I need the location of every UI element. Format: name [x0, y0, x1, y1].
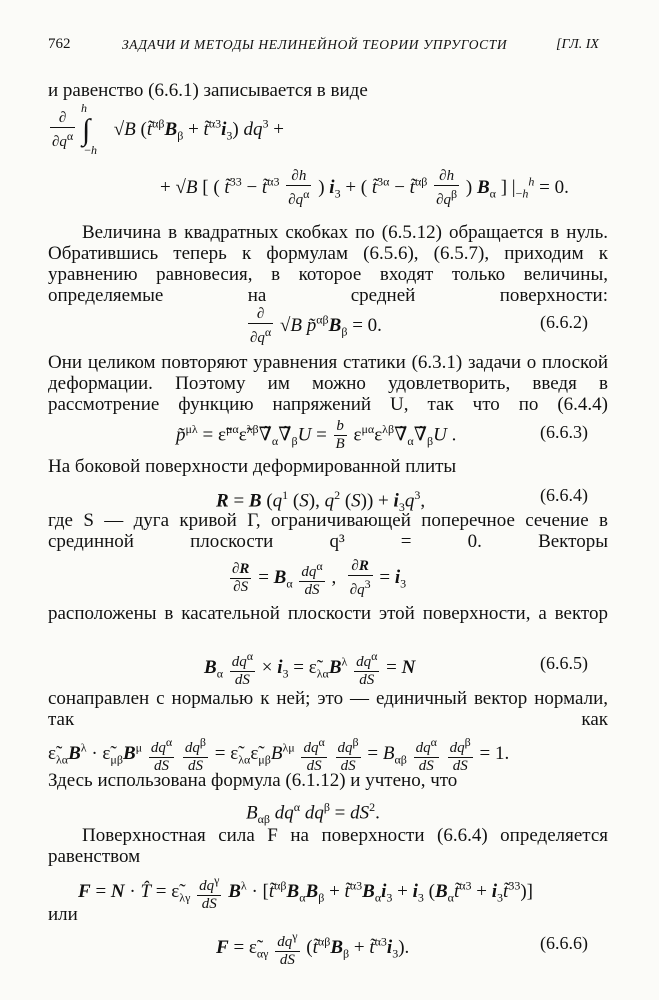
paragraph-1: и равенство (6.6.1) записывается в виде — [48, 80, 368, 101]
equation-number-6-6-6: (6.6.6) — [540, 933, 588, 953]
equation-surface-force: F = N · T̂ = $\varepsiloñ_{\lambda\gamma}$ $\frac{dq^\gamma}{dS}$ $B^\lambda$ · [$t̃^{\alpha\beta}B_\alpha B_\beta$ + $t̃^{\alpha 3}B_\alpha i_3 + i_3$ ($B_\alpha t̃^{\alpha 3}$ + $i_3t̃^{33}$)] — [78, 873, 533, 912]
equation-6-6-2: $\frac{\partial}{\partial q^\alpha}$ √B $p̃^{\alpha\beta}B_\beta = 0$. — [250, 306, 382, 346]
chapter-label: [ГЛ. IX — [556, 37, 599, 52]
paragraph-10: или — [48, 904, 78, 925]
page-number: 762 — [48, 36, 71, 52]
equation-number-6-6-5: (6.6.5) — [540, 653, 588, 673]
paragraph-6: расположены в касательной плоскости этой поверхности, а вектор — [48, 603, 608, 624]
paragraph-7: сонаправлен с нормалью к ней; это — единичный вектор нормали, так как — [48, 688, 608, 730]
equation-integral-line1: $\frac{\partial}{\partial q^\alpha}$ $\int_{-h}^h$ √B ($t̃^{\alpha\beta}B_\beta$ + $t̃^{\alpha 3}i_3$) $dq^3$ + — [52, 100, 284, 157]
paragraph-5: где S — дуга кривой Γ, ограничивающей поперечное сечение в срединной плоскости q³ = 0. Векторы — [48, 510, 608, 552]
equation-tangent-vectors: $\frac{\partial R}{\partial S}$ = $B_\alpha$ $\frac{dq^\alpha}{dS}$ , $\frac{\partial R}{\partial q^3}$ = $i_3$ — [232, 558, 407, 598]
equation-6-6-6: $F = \varepsiloñ_{\alpha\gamma}$ $\frac{dq^\gamma}{dS}$ ($t̃^{\alpha\beta}B_\beta$ + $t̃^{\alpha 3}i_3$). — [216, 929, 410, 968]
paragraph-3: Они целиком повторяют уравнения статики (6.3.1) задачи о плоской деформации. Поэтому им можно удовлетворить, введя в рассмотрение функцию напряжений U, так что по (6.4.4) — [48, 352, 608, 415]
equation-unit-normal: $\varepsiloñ_{\lambda\alpha}B^\lambda$ · $\varepsiloñ_{\mu\beta}B^\mu$ $\frac{dq^\alpha}{dS}$ $\frac{dq^\beta}{dS}$ = $\varepsiloñ_{\lambda\alpha}\varepsiloñ_{\mu\beta}B^{\lambda\mu}$ $\frac{dq^\alpha}{dS}$ $\frac{dq^\beta}{dS}$ = $B_{\alpha\beta}$ $\frac{dq^\alpha}{dS}$ $\frac{dq^\beta}{dS}$ = 1. — [48, 735, 510, 774]
equation-6-6-4: R = B ($q^1$ (S), $q^2$ $(S)) + i_3q^3$, — [216, 488, 426, 515]
running-title: ЗАДАЧИ И МЕТОДЫ НЕЛИНЕЙНОЙ ТЕОРИИ УПРУГОСТИ — [122, 37, 508, 52]
equation-number-6-6-4: (6.6.4) — [540, 485, 588, 505]
paragraph-9: Поверхностная сила F на поверхности (6.6.4) определяется равенством — [48, 825, 608, 867]
paragraph-8: Здесь использована формула (6.1.12) и учтено, что — [48, 770, 458, 791]
equation-6-6-3: p̃$^{\mu\lambda}$ = $\varepsiloñ^{\mu\alpha}\varepsiloñ^{\lambda\beta}\nablã_\alpha\nablã_\beta U$ = $\frac{b}{B}$ $\varepsilon^{\mu\alpha}\varepsilon^{\lambda\beta}\nablã_\alpha\nablã_\beta U$ . — [176, 418, 457, 453]
equation-metric: $B_{\alpha\beta}$ $dq^\alpha$ $dq^\beta = dS^2$. — [246, 800, 380, 827]
running-header — [0, 36, 659, 58]
equation-number-6-6-3: (6.6.3) — [540, 422, 588, 442]
paragraph-4: На боковой поверхности деформированной плиты — [48, 456, 457, 477]
equation-6-6-5: $B_\alpha$ $\frac{dq^\alpha}{dS}$ × $i_3$ = $\varepsiloñ_{\lambda\alpha}B^\lambda$ $\frac{dq^\alpha}{dS}$ = N — [204, 649, 416, 688]
equation-boundary-line2: + √B [ ( t̃$^{33}$ − t̃$^{\alpha 3}$ $\frac{\partial h}{\partial q^\alpha}$ ) $i_3$ + ( t̃$^{3\alpha}$ − t̃$^{\alpha\beta}$ $\frac{\partial h}{\partial q^\beta}$ ) $B_\alpha$ ] $|_{-h}^h = 0$. — [160, 168, 569, 208]
equation-number-6-6-2: (6.6.2) — [540, 312, 588, 332]
paragraph-2: Величина в квадратных скобках по (6.5.12) обращается в нуль. Обратившись теперь к формулам (6.5.6), (6.5.7), приходим к уравнению равновесия, в которое входят только величины, определяемые на средней поверхности: — [48, 222, 608, 306]
